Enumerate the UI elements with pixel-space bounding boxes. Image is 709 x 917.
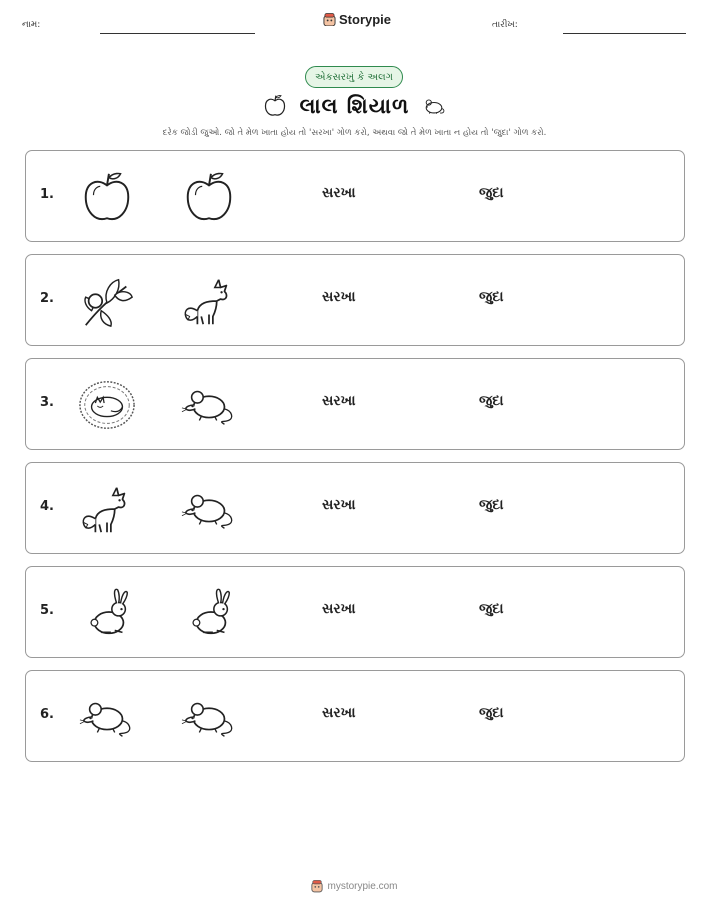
worksheet-type-badge: એકસરખું કે અલગ [305, 66, 403, 88]
exercise-row-3 [25, 358, 685, 450]
footer [0, 880, 709, 893]
exercise-row-1 [25, 150, 685, 242]
different-option[interactable]: જુદા [479, 601, 504, 617]
apple-icon [262, 93, 288, 119]
rabbit-icon [180, 584, 238, 642]
date-label: તારીખ: [492, 20, 518, 30]
mouse-icon [180, 376, 238, 434]
row-number: 6. [40, 707, 54, 722]
row-number: 3. [40, 395, 54, 410]
exercise-row-2 [25, 254, 685, 346]
same-option[interactable]: સરખા [322, 185, 356, 201]
storypie-logo-icon [323, 13, 336, 27]
row-number: 1. [40, 187, 54, 202]
brand-name: Storypie [339, 12, 392, 27]
mouse-icon [78, 688, 136, 746]
same-option[interactable]: સરખા [322, 705, 356, 721]
fox-den-icon [78, 376, 136, 434]
apple-icon [180, 168, 238, 226]
same-option[interactable]: સરખા [322, 497, 356, 513]
different-option[interactable]: જુદા [479, 289, 504, 305]
different-option[interactable]: જુદા [479, 705, 504, 721]
date-line[interactable] [563, 33, 686, 34]
row-number: 2. [40, 291, 54, 306]
footer-url: mystorypie.com [327, 881, 398, 892]
row-number: 5. [40, 603, 54, 618]
row-number: 4. [40, 499, 54, 514]
page-title: લાલ શિયાળ [299, 93, 410, 118]
different-option[interactable]: જુદા [479, 185, 504, 201]
same-option[interactable]: સરખા [322, 601, 356, 617]
exercise-row-6 [25, 670, 685, 762]
name-label: નામ: [22, 20, 41, 30]
name-line[interactable] [100, 33, 255, 34]
exercise-row-5 [25, 566, 685, 658]
same-option[interactable]: સરખા [322, 393, 356, 409]
apple-icon [78, 168, 136, 226]
title-row [0, 90, 709, 122]
fox-icon [78, 480, 136, 538]
mouse-icon [180, 688, 238, 746]
brand-logo [323, 12, 391, 27]
rabbit-icon [78, 584, 136, 642]
instructions: દરેક જોડી જુઓ. જો તે મેળ ખાતા હોય તો 'સરખા' ગોળ કરો, અથવા જો તે મેળ ખાતા ન હોય તો 'જુદા' ગોળ કરો. [162, 128, 547, 138]
exercise-row-4 [25, 462, 685, 554]
mouse-icon [421, 93, 447, 119]
fox-icon [180, 272, 238, 330]
storypie-logo-icon [311, 880, 323, 893]
mouse-icon [180, 480, 238, 538]
different-option[interactable]: જુદા [479, 497, 504, 513]
different-option[interactable]: જુદા [479, 393, 504, 409]
same-option[interactable]: સરખા [322, 289, 356, 305]
apple-branch-icon [78, 272, 136, 330]
